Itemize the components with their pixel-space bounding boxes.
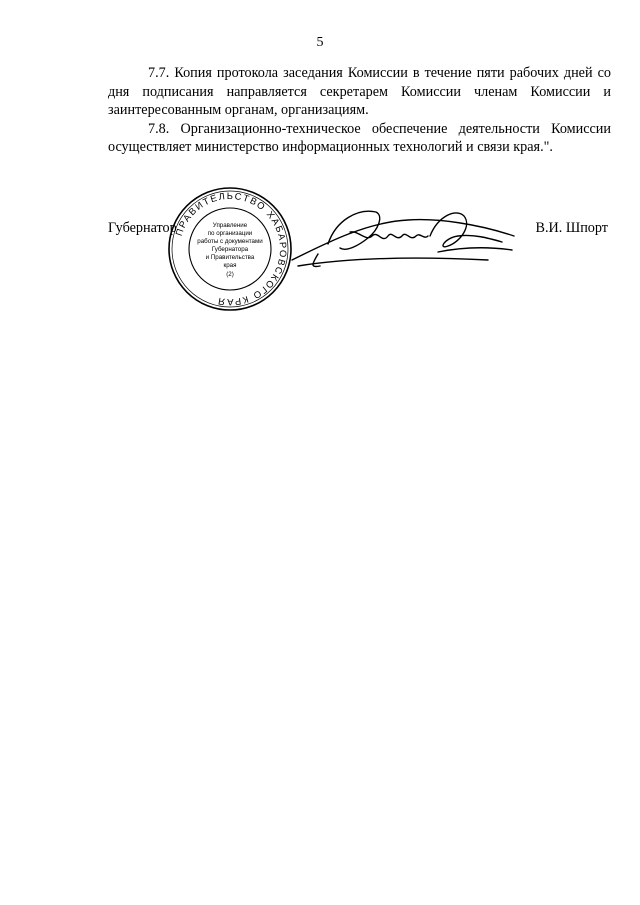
seal-line-5: и Правительства (205, 254, 255, 261)
page-number: 5 (316, 35, 324, 50)
signatory-title: Губернатор (108, 220, 177, 236)
seal-line-2: по организации (207, 230, 253, 237)
seal-line-3: работы с документами (197, 238, 263, 245)
handwritten-signature (288, 202, 518, 272)
seal-ring-text: ПРАВИТЕЛЬСТВО ХАБАРОВСКОГО КРАЯ (172, 189, 290, 309)
official-seal (166, 185, 294, 313)
seal-line-7: (2) (226, 271, 234, 278)
signatory-name: В.И. Шпорт (535, 220, 608, 236)
seal-line-4: Губернатора (211, 246, 249, 253)
seal-line-6: края (223, 262, 237, 269)
body-text (108, 64, 611, 157)
seal-line-1: Управление (212, 222, 248, 229)
paragraph-7-7: 7.7. Копия протокола заседания Комиссии в течение пяти рабочих дней со дня подписания направляется секретарем Комиссии членам Комиссии и заинтересованным органам, организациям. (108, 65, 611, 119)
paragraph-7-8: 7.8. Организационно-техническое обеспечение деятельности Комиссии осуществляет министерство информационных технологий и связи края.". (108, 120, 611, 156)
